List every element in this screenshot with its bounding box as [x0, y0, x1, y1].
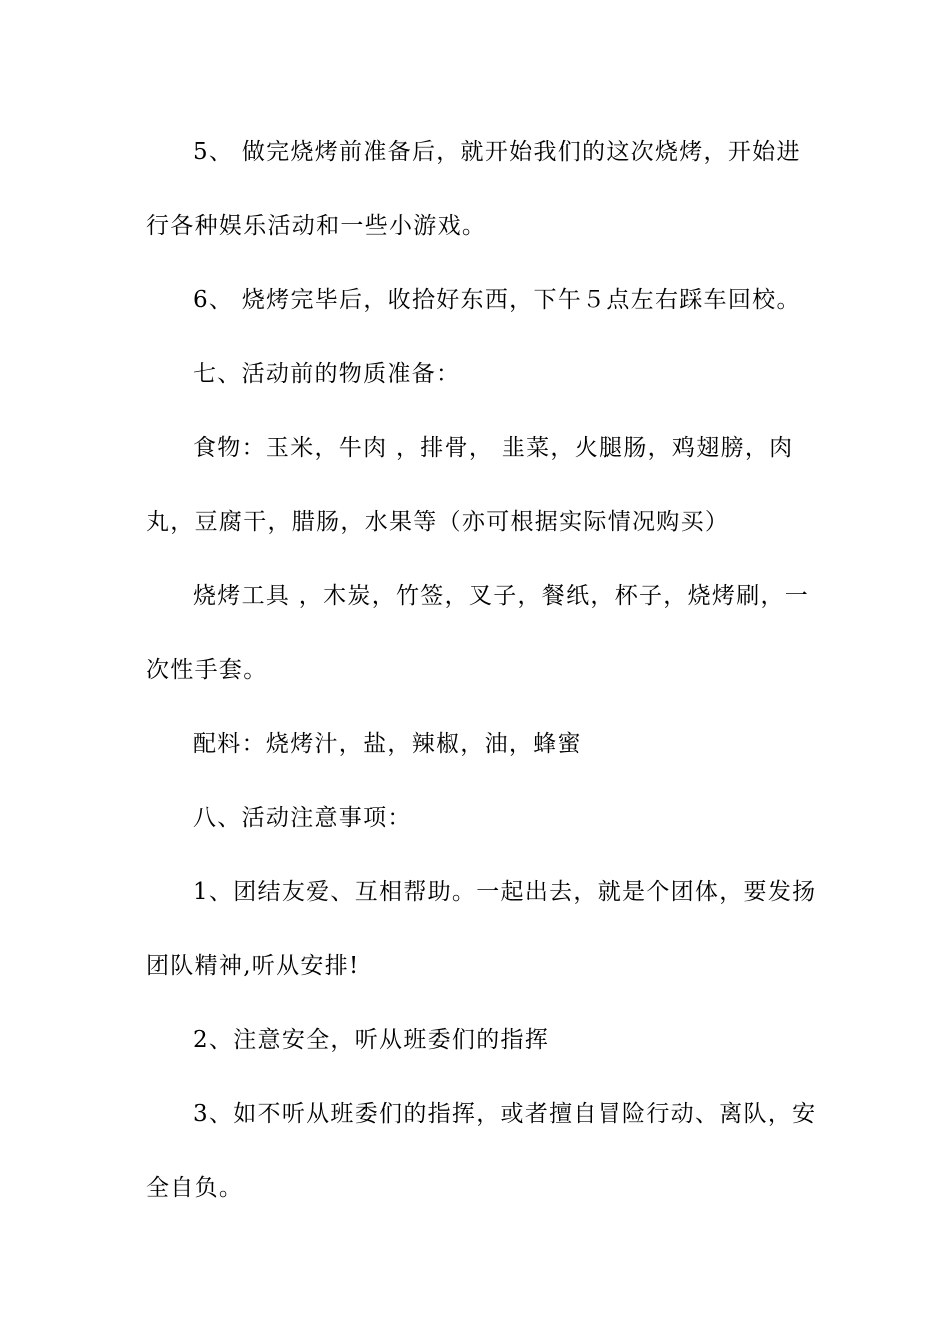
paragraph-note-1-continued: 团队精神,听从安排!: [146, 953, 360, 979]
paragraph-food: 食物：玉米，牛肉 ，排骨， 韭菜，火腿肠，鸡翅膀，肉: [193, 435, 794, 461]
paragraph-step-5-continued: 行各种娱乐活动和一些小游戏。: [146, 213, 487, 239]
paragraph-seasonings: 配料：烧烤汁，盐，辣椒，油，蜂蜜: [193, 731, 582, 757]
section-heading-materials: 七、活动前的物质准备：: [193, 361, 461, 387]
paragraph-note-2: 2、注意安全，听从班委们的指挥: [193, 1027, 550, 1053]
paragraph-tools-continued: 次性手套。: [146, 657, 268, 683]
paragraph-note-1: 1、团结友爱、互相帮助。一起出去，就是个团体，要发扬: [193, 879, 817, 905]
paragraph-step-6: 6、 烧烤完毕后，收拾好东西，下午５点左右踩车回校。: [193, 287, 801, 313]
paragraph-food-continued: 丸，豆腐干，腊肠，水果等（亦可根据实际情况购买）: [146, 509, 730, 535]
paragraph-tools: 烧烤工具 ，木炭，竹签，叉子，餐纸，杯子，烧烤刷，一: [193, 583, 810, 609]
paragraph-note-3: 3、如不听从班委们的指挥，或者擅自冒险行动、离队，安: [193, 1101, 817, 1127]
paragraph-step-5: 5、 做完烧烤前准备后，就开始我们的这次烧烤，开始进: [193, 139, 801, 165]
section-heading-notes: 八、活动注意事项：: [193, 805, 412, 831]
paragraph-note-3-continued: 全自负。: [146, 1175, 244, 1201]
